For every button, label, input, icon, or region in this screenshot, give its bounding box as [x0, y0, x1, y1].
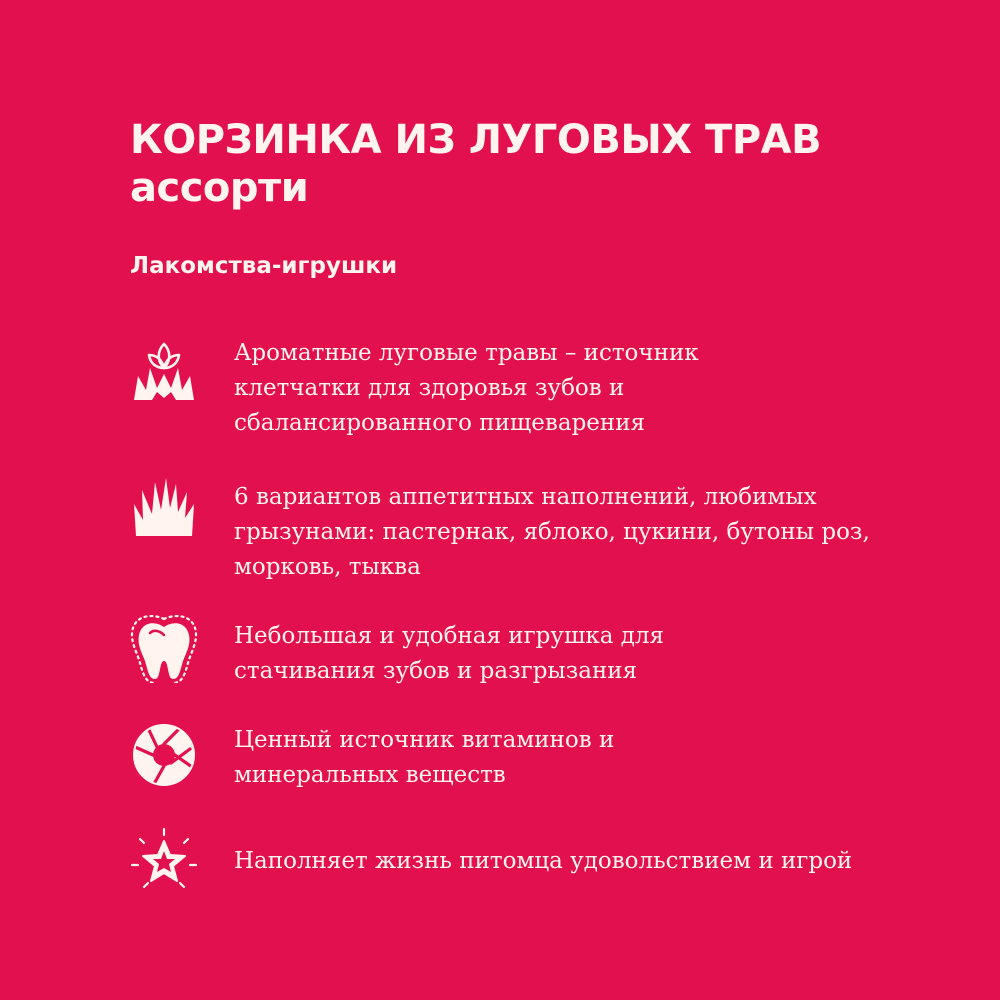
feature-item-vitamins [130, 723, 920, 803]
grass-icon [130, 474, 198, 542]
product-category: Лакомства-игрушки [130, 253, 398, 279]
feature-item-fillings [130, 480, 920, 580]
feature-text: Небольшая и удобная игрушка для стачивания зубов и разгрызания [234, 623, 665, 684]
feature-text: Наполняет жизнь питомца удовольствием и игрой [234, 848, 853, 874]
feature-item-joy [130, 844, 920, 924]
feature-text: Ценный источник витаминов и минеральных веществ [234, 727, 615, 788]
vitamin-aperture-icon [130, 721, 198, 789]
feature-text: Ароматные луговые травы – источник клетчатки для здоровья зубов и сбалансированного пищеварения [234, 340, 699, 436]
grass-sprout-icon [130, 338, 198, 406]
feature-item-toy [130, 619, 920, 699]
product-title-variant: ассорти [130, 165, 309, 211]
tooth-icon [130, 615, 198, 683]
feature-item-herbs [130, 336, 920, 436]
product-title [130, 116, 970, 212]
feature-text: 6 вариантов аппетитных наполнений, любимых грызунами: пастернак, яблоко, цукини, бутоны роз, морковь, тыква [234, 484, 870, 580]
product-title-main: КОРЗИНКА ИЗ ЛУГОВЫХ ТРАВ [130, 117, 822, 163]
sparkle-star-icon [130, 827, 198, 895]
